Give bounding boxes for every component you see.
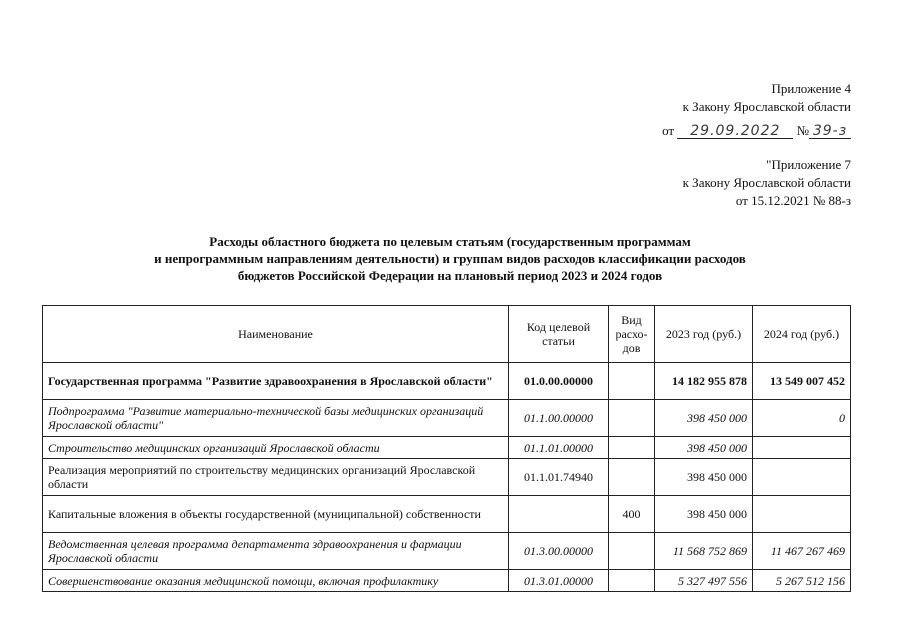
table-row xyxy=(43,459,851,496)
row-kind xyxy=(609,459,655,496)
header-name: Наименование xyxy=(43,306,509,363)
table-row xyxy=(43,400,851,437)
original-ref-line3: от 15.12.2021 № 88-з xyxy=(735,193,851,208)
title-line3: бюджетов Российской Федерации на плановый период 2023 и 2024 годов xyxy=(237,268,663,283)
appendix-line2: к Закону Ярославской области xyxy=(682,99,851,114)
row-kind xyxy=(609,533,655,570)
title-line1: Расходы областного бюджета по целевым статьям (государственным программам xyxy=(209,234,691,249)
table-row xyxy=(43,437,851,459)
row-name: Капитальные вложения в объекты государственной (муниципальной) собственности xyxy=(43,496,509,533)
number-prefix: № xyxy=(796,123,809,138)
handwritten-number: 39-з xyxy=(809,124,851,139)
table-header-row xyxy=(43,306,851,363)
row-2024 xyxy=(753,496,851,533)
header-kind: Вид расхо-дов xyxy=(609,306,655,363)
row-2023: 398 450 000 xyxy=(655,400,753,437)
row-2024: 5 267 512 156 xyxy=(753,570,851,592)
row-2023: 398 450 000 xyxy=(655,437,753,459)
row-2023: 5 327 497 556 xyxy=(655,570,753,592)
original-ref-line1: "Приложение 7 xyxy=(766,157,851,172)
row-2024 xyxy=(753,459,851,496)
row-2023: 11 568 752 869 xyxy=(655,533,753,570)
row-2024: 13 549 007 452 xyxy=(753,363,851,400)
row-code: 01.1.01.74940 xyxy=(509,459,609,496)
row-kind xyxy=(609,400,655,437)
row-2024 xyxy=(753,437,851,459)
row-kind xyxy=(609,570,655,592)
row-code: 01.1.01.00000 xyxy=(509,437,609,459)
header-2023: 2023 год (руб.) xyxy=(655,306,753,363)
row-name: Строительство медицинских организаций Ярославской области xyxy=(43,437,509,459)
header-2024: 2024 год (руб.) xyxy=(753,306,851,363)
appendix-header xyxy=(662,80,851,140)
original-appendix-reference xyxy=(683,156,851,210)
date-prefix: от xyxy=(662,123,675,138)
table-row xyxy=(43,533,851,570)
header-code: Код целевой статьи xyxy=(509,306,609,363)
row-name: Реализация мероприятий по строительству медицинских организаций Ярославской области xyxy=(43,459,509,496)
table-row xyxy=(43,363,851,400)
appendix-line1: Приложение 4 xyxy=(771,81,851,96)
row-kind xyxy=(609,363,655,400)
row-code xyxy=(509,496,609,533)
row-kind: 400 xyxy=(609,496,655,533)
title-line2: и непрограммным направлениям деятельности) и группам видов расходов классификации расходов xyxy=(154,251,746,266)
row-code: 01.3.01.00000 xyxy=(509,570,609,592)
row-kind xyxy=(609,437,655,459)
row-code: 01.0.00.00000 xyxy=(509,363,609,400)
row-name: Ведомственная целевая программа департамента здравоохранения и фармации Ярославской области xyxy=(43,533,509,570)
table-row xyxy=(43,496,851,533)
original-ref-line2: к Закону Ярославской области xyxy=(682,175,851,190)
document-title xyxy=(80,233,820,284)
row-name: Совершенствование оказания медицинской помощи, включая профилактику xyxy=(43,570,509,592)
row-name: Государственная программа "Развитие здравоохранения в Ярославской области" xyxy=(43,363,509,400)
row-2023: 398 450 000 xyxy=(655,496,753,533)
row-code: 01.1.00.00000 xyxy=(509,400,609,437)
row-2023: 398 450 000 xyxy=(655,459,753,496)
row-2024: 0 xyxy=(753,400,851,437)
row-name: Подпрограмма "Развитие материально-технической базы медицинских организаций Ярославской области" xyxy=(43,400,509,437)
budget-table xyxy=(42,305,851,592)
handwritten-date: 29.09.2022 xyxy=(677,124,793,139)
row-2023: 14 182 955 878 xyxy=(655,363,753,400)
table-row xyxy=(43,570,851,592)
row-code: 01.3.00.00000 xyxy=(509,533,609,570)
row-2024: 11 467 267 469 xyxy=(753,533,851,570)
appendix-date-line xyxy=(662,122,851,140)
